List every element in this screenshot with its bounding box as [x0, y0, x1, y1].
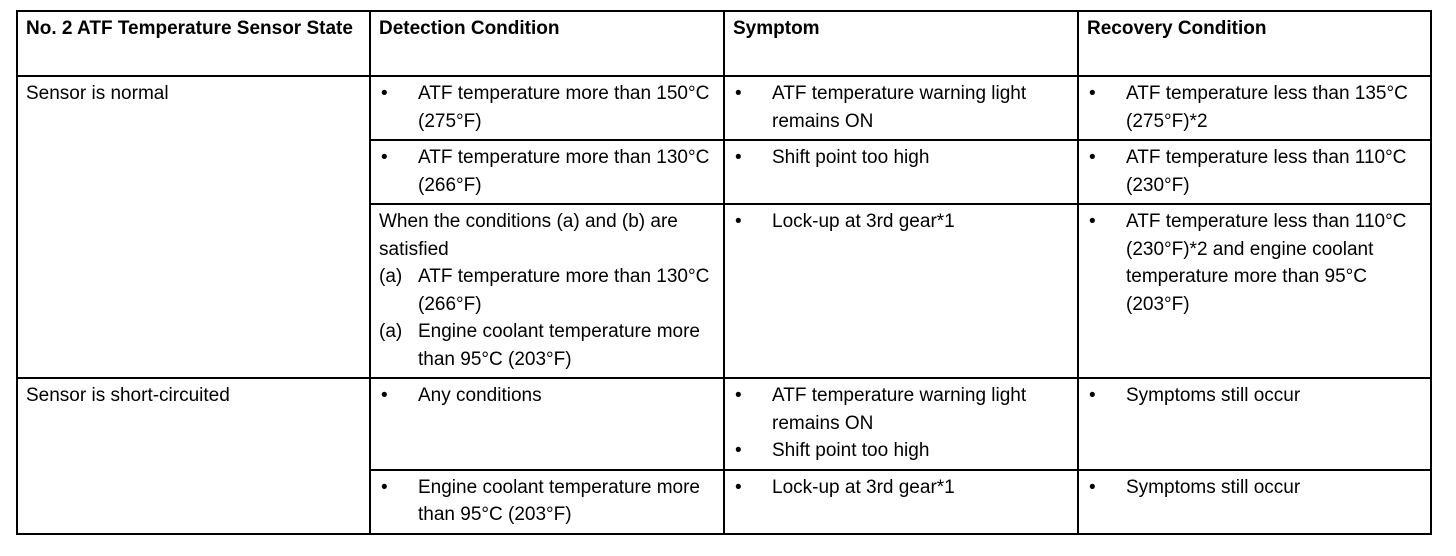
table-row	[17, 76, 1431, 140]
item-marker: (a)	[379, 321, 403, 342]
list-item	[379, 263, 715, 318]
list-item: • Shift point too high	[733, 144, 1069, 172]
list-item: • ATF temperature more than 130°C (266°F)	[379, 144, 715, 199]
recovery-cell	[1078, 378, 1431, 470]
recovery-cell	[1078, 76, 1431, 140]
header-sensor-state: No. 2 ATF Temperature Sensor State	[17, 11, 370, 76]
list-item: • Symptoms still occur	[1087, 382, 1422, 410]
list-item: • ATF temperature less than 110°C (230°F)*2 and engine coolant temperature more than 95°C (203°F)	[1087, 208, 1422, 318]
symptom-cell	[724, 140, 1078, 204]
detection-cell	[370, 378, 724, 470]
detection-cell	[370, 140, 724, 204]
list-item: • Shift point too high	[733, 437, 1069, 465]
list-item: • Lock-up at 3rd gear*1	[733, 208, 1069, 236]
item-text: ATF temperature more than 130°C (266°F)	[418, 266, 710, 315]
detection-cell	[370, 76, 724, 140]
list-item: • Engine coolant temperature more than 95°C (203°F)	[379, 474, 715, 529]
symptom-cell	[724, 378, 1078, 470]
list-item: • Any conditions	[379, 382, 715, 410]
list-item: • Lock-up at 3rd gear*1	[733, 474, 1069, 502]
symptom-cell	[724, 470, 1078, 534]
list-item: • ATF temperature warning light remains ON	[733, 382, 1069, 437]
header-symptom: Symptom	[724, 11, 1078, 76]
item-marker: (a)	[379, 266, 403, 287]
item-text: Engine coolant temperature more than 95°C (203°F)	[418, 321, 700, 370]
header-recovery-condition: Recovery Condition	[1078, 11, 1431, 76]
header-row	[17, 11, 1431, 76]
table-row	[17, 378, 1431, 470]
list-item	[379, 318, 715, 373]
recovery-cell	[1078, 470, 1431, 534]
sensor-state-cell: Sensor is short-circuited	[17, 378, 370, 534]
recovery-cell	[1078, 204, 1431, 378]
recovery-cell	[1078, 140, 1431, 204]
symptom-cell	[724, 76, 1078, 140]
detection-intro: When the conditions (a) and (b) are satisfied	[379, 211, 678, 260]
list-item: • ATF temperature less than 135°C (275°F)*2	[1087, 80, 1422, 135]
detection-cell	[370, 204, 724, 378]
list-item: • ATF temperature less than 110°C (230°F)	[1087, 144, 1422, 199]
detection-cell	[370, 470, 724, 534]
list-item: • Symptoms still occur	[1087, 474, 1422, 502]
header-detection-condition: Detection Condition	[370, 11, 724, 76]
list-item: • ATF temperature warning light remains ON	[733, 80, 1069, 135]
list-item: • ATF temperature more than 150°C (275°F)	[379, 80, 715, 135]
atf-sensor-table	[16, 10, 1432, 535]
sensor-state-cell: Sensor is normal	[17, 76, 370, 378]
symptom-cell	[724, 204, 1078, 378]
